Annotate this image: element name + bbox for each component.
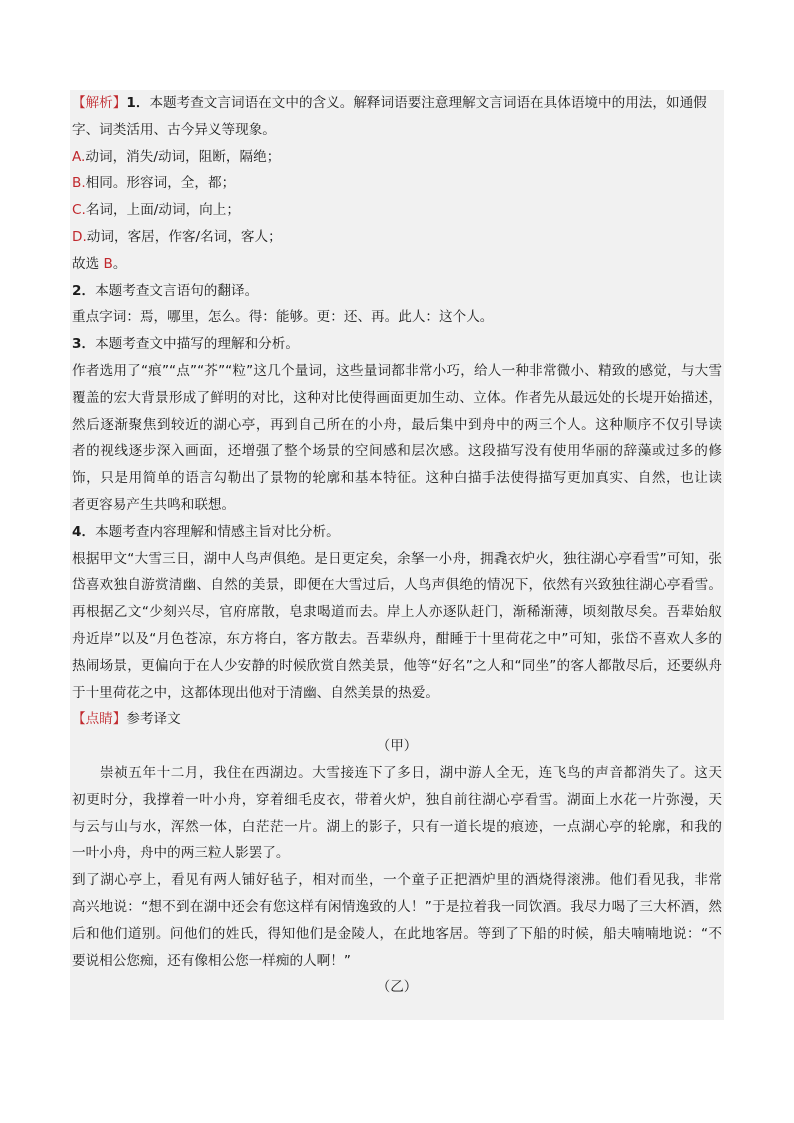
q3-line: 者的视线逐步深入画面，还增强了整个场景的空间感和层次感。这段描写没有使用华丽的辞藻或过多的修 [72, 443, 722, 460]
q4-line: 舟近岸”以及“月色苍凉，东方将白，客方散去。吾辈纵舟，酣睡于十里荷花之中”可知，张岱不喜欢人多的 [72, 630, 722, 647]
q1-number: 1． [126, 95, 150, 111]
option-letter: A. [72, 148, 86, 165]
translation-b-line: 到了湖心亭上，看见有两人铺好毡子，相对而坐，一个童子正把酒炉里的酒烧得滚沸。他们看见我，非常 [72, 872, 722, 889]
analysis-tag: 【解析】 [72, 95, 127, 111]
q1-cont: 字、词类活用、古今异义等现象。 [72, 121, 276, 138]
q2-lead: 本题考查文言语句的翻译。 [95, 282, 259, 299]
commentary-tag: 【点睛】 [72, 711, 127, 728]
translation-a-line: 与云与山与水，浑然一体，白茫茫一片。湖上的影子，只有一道长堤的痕迹，一点湖心亭的轮廓，和我的 [72, 818, 722, 835]
q3-line: 作者选用了“痕”“点”“芥”“粒”这几个量词，这些量词都非常小巧，给人一种非常微小、精致的感觉，与大雪 [72, 362, 722, 379]
option-letter: B. [72, 175, 86, 192]
conclusion-answer: B [103, 255, 113, 272]
conclusion-prefix: 故选 [72, 255, 104, 272]
q1-header-line [72, 90, 722, 117]
translation-b-line: 后和他们道别。问他们的姓氏，得知他们是金陵人，在此地客居。等到了下船的时候，船夫喃喃地说：“不 [72, 925, 722, 942]
part-a-heading: （甲） [376, 738, 418, 755]
q4-header-line [72, 519, 722, 546]
q3-line: 饰，只是用简单的语言勾勒出了景物的轮廓和基本特征。这种白描手法使得描写更加真实、自然，也让读 [72, 470, 722, 487]
q2-keywords: 重点字词：焉，哪里，怎么。得：能够。更：还、再。此人：这个人。 [72, 309, 494, 326]
q3-line: 覆盖的宏大背景形成了鲜明的对比，这种对比使得画面更加生动、立体。作者先从最远处的长堤开始描述， [72, 389, 722, 406]
translation-a-line: 初更时分，我撑着一叶小舟，穿着细毛皮衣，带着火炉，独自前往湖心亭看雪。湖面上水花一片弥漫，天 [72, 791, 722, 808]
q3-line: 然后逐渐聚焦到较近的湖心亭，再到自己所在的小舟，最后集中到舟中的两三个人。这种顺序不仅引导读 [72, 416, 722, 433]
q4-lead: 本题考查内容理解和情感主旨对比分析。 [95, 523, 340, 540]
q1-option-c [72, 197, 722, 224]
part-b-heading: （乙） [376, 979, 418, 996]
option-text: 动词，消失/动词，阻断，隔绝； [85, 148, 281, 165]
q3-line: 者更容易产生共鸣和联想。 [72, 496, 236, 513]
commentary-header-line [72, 706, 722, 733]
q2-number: 2． [72, 282, 96, 299]
commentary-title: 参考译文 [126, 711, 181, 728]
option-letter: C. [72, 202, 86, 219]
q3-header-line [72, 331, 722, 358]
q1-option-a [72, 144, 722, 171]
q4-line: 再根据乙文“少刻兴尽，官府席散，皂隶喝道而去。岸上人亦逐队赶门，渐稀渐薄，顷刻散尽矣。吾辈始舣 [72, 604, 722, 621]
translation-a-line: 崇祯五年十二月，我住在西湖边。大雪接连下了多日，湖中游人全无，连飞鸟的声音都消失了。这天 [100, 764, 722, 781]
q4-line: 于十里荷花之中，这都体现出他对于清幽、自然美景的热爱。 [72, 684, 440, 701]
q1-lead: 本题考查文言词语在文中的含义。解释词语要注意理解文言词语在具体语境中的用法，如通假 [149, 95, 707, 111]
q1-option-b [72, 170, 722, 197]
option-text: 动词，客居，作客/名词，客人； [86, 228, 282, 245]
q4-line: 热闹场景，更偏向于在人少安静的时候欣赏自然美景，他等“好名”之人和“同坐”的客人都散尽后，还要纵舟 [72, 657, 722, 674]
translation-b-line: 高兴地说：“想不到在湖中还会有您这样有闲情逸致的人！”于是拉着我一同饮酒。我尽力喝了三大杯酒，然 [72, 898, 722, 915]
q3-number: 3． [72, 336, 96, 353]
analysis-section [72, 90, 722, 1001]
option-letter: D. [72, 228, 87, 245]
q1-option-d [72, 224, 722, 251]
q4-line: 岱喜欢独自游赏清幽、自然的美景，即便在大雪过后，人鸟声俱绝的情况下，依然有兴致独往湖心亭看雪。 [72, 577, 722, 594]
option-text: 相同。形容词，全，都； [85, 175, 236, 192]
q2-header-line [72, 278, 722, 305]
translation-b-line: 要说相公您痴，还有像相公您一样痴的人啊！” [72, 952, 351, 969]
option-text: 名词，上面/动词，向上； [85, 202, 240, 219]
conclusion-suffix: 。 [112, 255, 127, 272]
q3-lead: 本题考查文中描写的理解和分析。 [95, 336, 299, 353]
translation-a-line: 一叶小舟，舟中的两三粒人影罢了。 [72, 845, 290, 862]
q4-line: 根据甲文“大雪三日，湖中人鸟声俱绝。是日更定矣，余拏一小舟，拥毳衣炉火，独往湖心亭看雪”可知，张 [72, 550, 722, 567]
q1-conclusion [72, 251, 722, 278]
q4-number: 4． [72, 523, 96, 540]
